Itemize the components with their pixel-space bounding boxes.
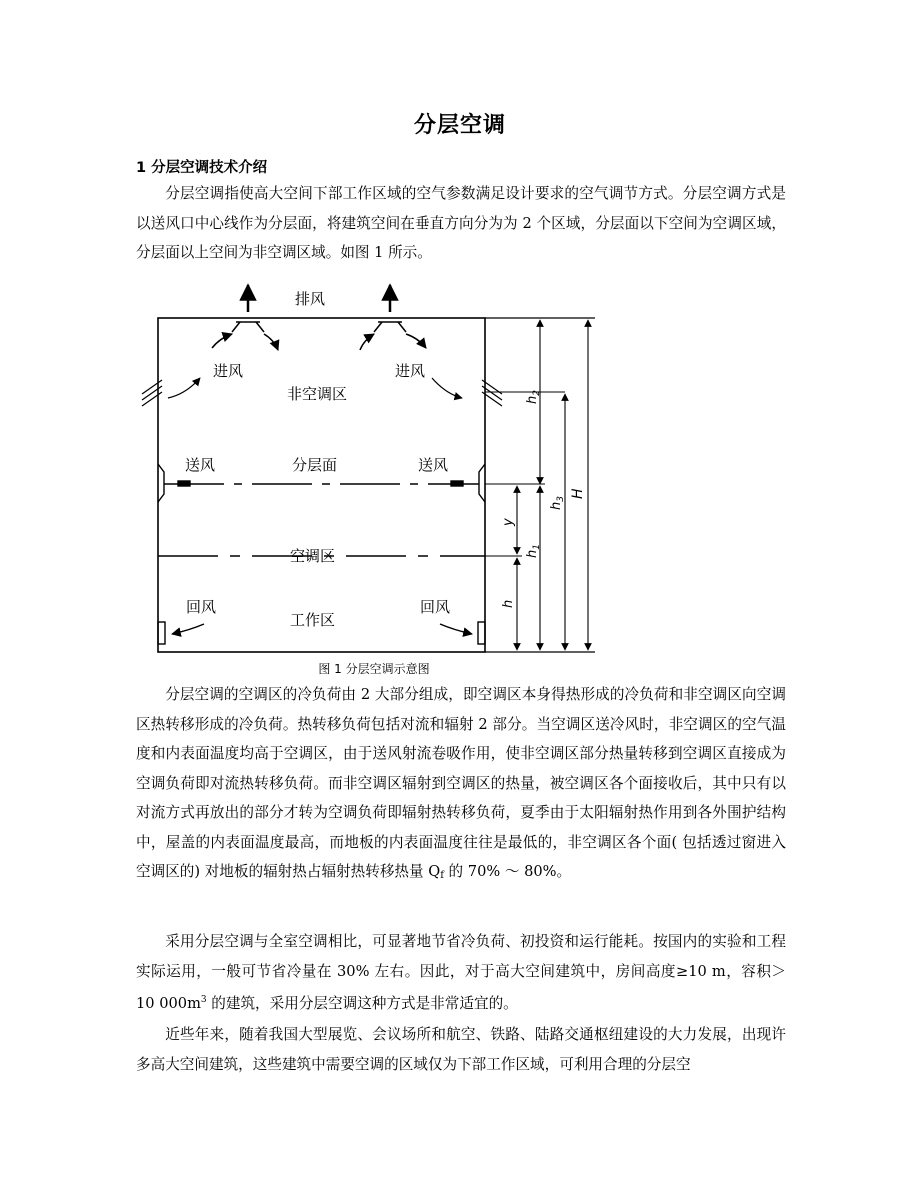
p3-text-b: 的建筑，采用分层空调这种方式是非常适宜的。 <box>206 995 518 1012</box>
dim-h3-label: $h_3$ <box>549 496 566 510</box>
p2-text-b: 的 70% ～ 80%。 <box>443 863 572 880</box>
dim-H-label: H <box>570 488 586 499</box>
paragraph-intro: 分层空调指使高大空间下部工作区域的空气参数满足设计要求的空气调节方式。分层空调方式是以送风口中心线作为分层面，将建筑空间在垂直方向分为为 2 个区域，分层面以下空间为空调区域，分层面以上空间为非空调区域。如图 1 所示。 <box>136 185 786 261</box>
ceiling-vent-right <box>360 322 426 350</box>
layered-ac-diagram-svg <box>140 282 610 658</box>
dim-h1-label: $h_1$ <box>525 544 542 558</box>
supply-right-label: 送风 <box>418 456 449 474</box>
figure-1-diagram <box>140 282 610 658</box>
figure-caption: 图 1 分层空调示意图 <box>318 662 430 676</box>
page-title: 分层空调 <box>413 113 506 138</box>
layer-plane-label: 分层面 <box>292 456 338 474</box>
dim-h-label: h <box>501 599 516 608</box>
dim-y-label: y <box>501 518 516 526</box>
paragraph-energy-saving <box>136 927 786 1019</box>
section-heading: 1 分层空调技术介绍 <box>136 160 268 176</box>
supply-left-label: 送风 <box>185 456 216 474</box>
supply-diffuser-right <box>451 464 485 502</box>
p2-text-a: 分层空调的空调区的冷负荷由 2 大部分组成，即空调区本身得热形成的冷负荷和非空调区向空调区热转移形成的冷负荷。热转移负荷包括对流和辐射 2 部分。当空调区送冷风时，非空调区的空气温度和内表面温度均高于空调区，由于送风射流卷吸作用，使非空调区部分热量转移到空调区直接成为空调负荷即对流热转移负荷。而非空调区辐射到空调区的热量，被空调区各个面接收后，其中只有以对流方式再放出的部分才转为空调负荷即辐射热转移负荷，夏季由于太阳辐射热作用到各外围护结构中，屋盖的内表面温度最高，而地板的内表面温度往往是最低的，非空调区各个面( 包括透过窗进入空调区的) 对地板的辐射热占辐射热转移热量 Q <box>136 686 786 880</box>
exhaust-label: 排风 <box>295 290 326 308</box>
p3-text-a: 采用分层空调与全室空调相比，可显著地节省冷负荷、初投资和运行能耗。按国内的实验和工程实际运用，一般可节省冷量在 30% 左右。因此，对于高大空间建筑中，房间高度≥10 m，容积＞ 10 000m <box>136 933 786 1012</box>
paragraph-recent-years: 近些年来，随着我国大型展览、会议场所和航空、铁路、陆路交通枢纽建设的大力发展，出现许多高大空间建筑，这些建筑中需要空调的区域仅为下部工作区域，可利用合理的分层空 <box>136 1026 786 1073</box>
dim-h2-label: $h_2$ <box>525 390 542 404</box>
return-grille-right <box>440 622 485 644</box>
intake-right-label: 进风 <box>395 362 426 380</box>
return-grille-left <box>158 622 204 644</box>
intake-louver-left <box>142 378 200 406</box>
ceiling-vent-left <box>212 322 278 350</box>
non-ac-zone-label: 非空调区 <box>287 385 348 403</box>
intake-left-label: 进风 <box>213 362 244 380</box>
work-zone-label: 工作区 <box>290 611 336 629</box>
return-right-label: 回风 <box>420 598 451 616</box>
p3-superscript: 3 <box>200 995 207 1005</box>
paragraph-cooling-load <box>136 680 786 891</box>
return-left-label: 回风 <box>186 598 217 616</box>
ac-zone-label: 空调区 <box>290 547 336 565</box>
p2-subscript: f <box>440 870 444 881</box>
